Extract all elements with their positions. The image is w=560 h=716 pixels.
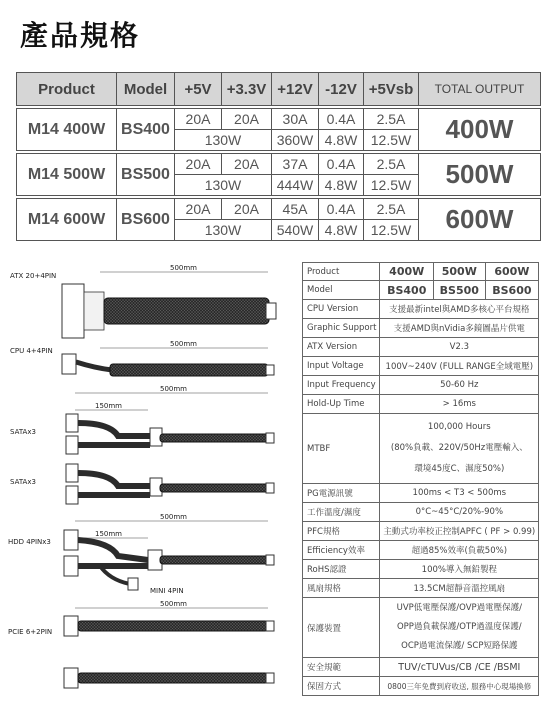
total-output: 600W [419, 199, 541, 241]
spec-row [303, 560, 539, 579]
spec-value: 100%導入無鉛製程 [380, 560, 539, 579]
spec-row [303, 658, 539, 677]
spec-value: 100V~240V (FULL RANGE全域電壓) [380, 357, 539, 376]
spec-value: > 16ms [380, 395, 539, 414]
spec-value: 0°C~45°C/20%-90% [380, 503, 539, 522]
sata1-label: SATAx3 [10, 428, 36, 436]
sata-connector [66, 436, 78, 454]
spec-label: Product [303, 263, 380, 281]
sata-cables [10, 385, 274, 504]
model-name: BS600 [117, 199, 175, 241]
spec-model-500: BS500 [434, 281, 486, 300]
spec-value: TUV/cTUVus/CB /CE /BSMI [380, 658, 539, 677]
model-name: BS400 [117, 109, 175, 151]
pcie-sleeve [78, 673, 268, 683]
spec-row [303, 300, 539, 319]
spec-label: 安全規範 [303, 658, 380, 677]
header-5vsb: +5Vsb [364, 73, 419, 106]
header-product: Product [17, 73, 117, 106]
sata2-label: SATAx3 [10, 478, 36, 486]
spec-row [303, 319, 539, 338]
atx-label: ATX 20+4PIN [10, 272, 57, 280]
amp-5v: 20A [175, 109, 222, 130]
spec-row [303, 357, 539, 376]
spec-value: 支援AMD與nVidia多鏡圖晶片供電 [380, 319, 539, 338]
detail-spec-table [302, 262, 539, 696]
spec-label: ATX Version [303, 338, 380, 357]
amp-12v: 37A [272, 154, 319, 175]
spec-value: 50-60 Hz [380, 376, 539, 395]
pcie-connector [64, 616, 78, 636]
spec-label: 保固方式 [303, 677, 380, 696]
spec-label: CPU Version [303, 300, 380, 319]
spec-row [303, 484, 539, 503]
spec-label: PFC規格 [303, 522, 380, 541]
hdd-label: HDD 4PINx3 [8, 538, 51, 546]
spec-model-400: BS400 [380, 281, 434, 300]
amp-3v3: 20A [222, 109, 272, 130]
model-name: BS500 [117, 154, 175, 196]
sata-sleeve [160, 434, 268, 442]
cpu-split [76, 362, 112, 370]
table-row [17, 199, 541, 220]
spec-label: Efficiency效率 [303, 541, 380, 560]
spec-product-600: 600W [485, 263, 539, 281]
atx-length: 500mm [170, 264, 197, 272]
table-header-row [17, 73, 541, 106]
cable-diagram [0, 258, 300, 708]
hdd-sleeve [160, 556, 268, 564]
amp-12v: 30A [272, 109, 319, 130]
table-row [17, 109, 541, 130]
watt-12v: 360W [272, 130, 319, 151]
spec-value [380, 598, 539, 658]
pcie-label: PCIE 6+2PIN [8, 628, 53, 636]
atx-end-connector [266, 303, 276, 319]
spec-row-model [303, 281, 539, 300]
watt-5vsb: 12.5W [364, 220, 419, 241]
spec-label: Model [303, 281, 380, 300]
spec-value: 主動式功率校正控制APFC ( PF > 0.99) [380, 522, 539, 541]
pcie-length: 500mm [160, 600, 187, 608]
sata-sleeve [160, 484, 268, 492]
hdd-cables [8, 513, 274, 595]
spec-label: PG電源訊號 [303, 484, 380, 503]
page-title: 產品規格 [20, 19, 141, 52]
spec-label: RoHS認證 [303, 560, 380, 579]
mini-4pin-connector [128, 578, 138, 590]
sata-connector [66, 464, 78, 482]
spec-row-mtbf [303, 414, 539, 484]
mini-label: MINI 4PIN [150, 587, 184, 595]
spec-value: 支援最新intel與AMD多核心平台規格 [380, 300, 539, 319]
protection-line: OCP過電流保護/ SCP短路保護 [401, 641, 518, 651]
protection-line: OPP過負載保護/OTP過溫度保護/ [396, 622, 522, 632]
table-row [17, 154, 541, 175]
spec-label: Input Frequency [303, 376, 380, 395]
spec-row [303, 579, 539, 598]
total-output: 400W [419, 109, 541, 151]
spec-row [303, 522, 539, 541]
spec-value: 13.5CM超靜音溫控風扇 [380, 579, 539, 598]
cpu-label: CPU 4+4PIN [10, 347, 53, 355]
spec-row [303, 541, 539, 560]
product-name: M14 500W [17, 154, 117, 196]
hdd-connector [64, 530, 78, 550]
cpu-length: 500mm [170, 340, 197, 348]
spec-product-500: 500W [434, 263, 486, 281]
hdd-length: 500mm [160, 513, 187, 521]
watt-5vsb: 12.5W [364, 130, 419, 151]
sata-connector [66, 486, 78, 504]
amp-3v3: 20A [222, 199, 272, 220]
hdd-seg: 150mm [95, 530, 122, 538]
spec-model-600: BS600 [485, 281, 539, 300]
hdd-end-connector [266, 555, 274, 565]
watt-neg12v: 4.8W [319, 220, 364, 241]
total-output: 500W [419, 154, 541, 196]
spec-label: 風扇規格 [303, 579, 380, 598]
watt-5v-3v3: 130W [175, 130, 272, 151]
sata-end-connector [266, 483, 274, 493]
header-total-output: TOTAL OUTPUT [419, 73, 541, 106]
spec-value: 0800三年免費到府收送, 服務中心現場換修 [380, 677, 539, 696]
spec-row-protection [303, 598, 539, 658]
pcie-sleeve [78, 621, 268, 631]
product-name: M14 600W [17, 199, 117, 241]
header-5v: +5V [175, 73, 222, 106]
watt-12v: 444W [272, 175, 319, 196]
spec-product-400: 400W [380, 263, 434, 281]
amp-neg12v: 0.4A [319, 199, 364, 220]
spec-row-product [303, 263, 539, 281]
amp-5vsb: 2.5A [364, 154, 419, 175]
hdd-connector [64, 556, 78, 576]
amp-3v3: 20A [222, 154, 272, 175]
pcie-end-connector [266, 621, 274, 631]
atx-cable [10, 264, 276, 338]
mtbf-line: (80%負載、220V/50Hz電壓輸入、 [390, 443, 528, 453]
spec-row [303, 395, 539, 414]
cpu-end-connector [266, 365, 274, 375]
mtbf-line: 100,000 Hours [427, 422, 491, 432]
pcie-cable [8, 600, 274, 688]
header-3v3: +3.3V [222, 73, 272, 106]
spec-value: 100ms < T3 < 500ms [380, 484, 539, 503]
spec-label: Graphic Support [303, 319, 380, 338]
header-neg12v: -12V [319, 73, 364, 106]
watt-5v-3v3: 130W [175, 220, 272, 241]
pcie-connector [64, 668, 78, 688]
sata-end-connector [266, 433, 274, 443]
spec-value: 超過85%效率(負載50%) [380, 541, 539, 560]
amp-5v: 20A [175, 199, 222, 220]
amp-neg12v: 0.4A [319, 109, 364, 130]
atx-sleeve [104, 298, 269, 324]
mtbf-line: 環境45度C、濕度50%) [414, 464, 505, 474]
amp-5vsb: 2.5A [364, 109, 419, 130]
watt-5vsb: 12.5W [364, 175, 419, 196]
output-spec-table [16, 72, 541, 241]
atx-connector-body [84, 292, 104, 330]
header-model: Model [117, 73, 175, 106]
spec-label: Hold-Up Time [303, 395, 380, 414]
sata-seg: 150mm [95, 402, 122, 410]
pcie-end-connector [266, 673, 274, 683]
watt-neg12v: 4.8W [319, 130, 364, 151]
cpu-connector [62, 354, 76, 374]
header-12v: +12V [272, 73, 319, 106]
watt-neg12v: 4.8W [319, 175, 364, 196]
spec-row [303, 338, 539, 357]
amp-neg12v: 0.4A [319, 154, 364, 175]
amp-5v: 20A [175, 154, 222, 175]
spec-row [303, 677, 539, 696]
atx-connector [62, 284, 84, 338]
spec-label: MTBF [303, 414, 380, 484]
cpu-cable [10, 340, 274, 376]
spec-row [303, 503, 539, 522]
amp-5vsb: 2.5A [364, 199, 419, 220]
spec-value [380, 414, 539, 484]
spec-value: V2.3 [380, 338, 539, 357]
watt-12v: 540W [272, 220, 319, 241]
spec-label: 工作溫度/濕度 [303, 503, 380, 522]
spec-row [303, 376, 539, 395]
watt-5v-3v3: 130W [175, 175, 272, 196]
cpu-sleeve [110, 364, 268, 376]
product-name: M14 400W [17, 109, 117, 151]
sata-connector [66, 414, 78, 432]
amp-12v: 45A [272, 199, 319, 220]
spec-label: 保護裝置 [303, 598, 380, 658]
spec-label: Input Voltage [303, 357, 380, 376]
sata-length: 500mm [160, 385, 187, 393]
protection-line: UVP低電壓保護/OVP過電壓保護/ [396, 603, 522, 613]
